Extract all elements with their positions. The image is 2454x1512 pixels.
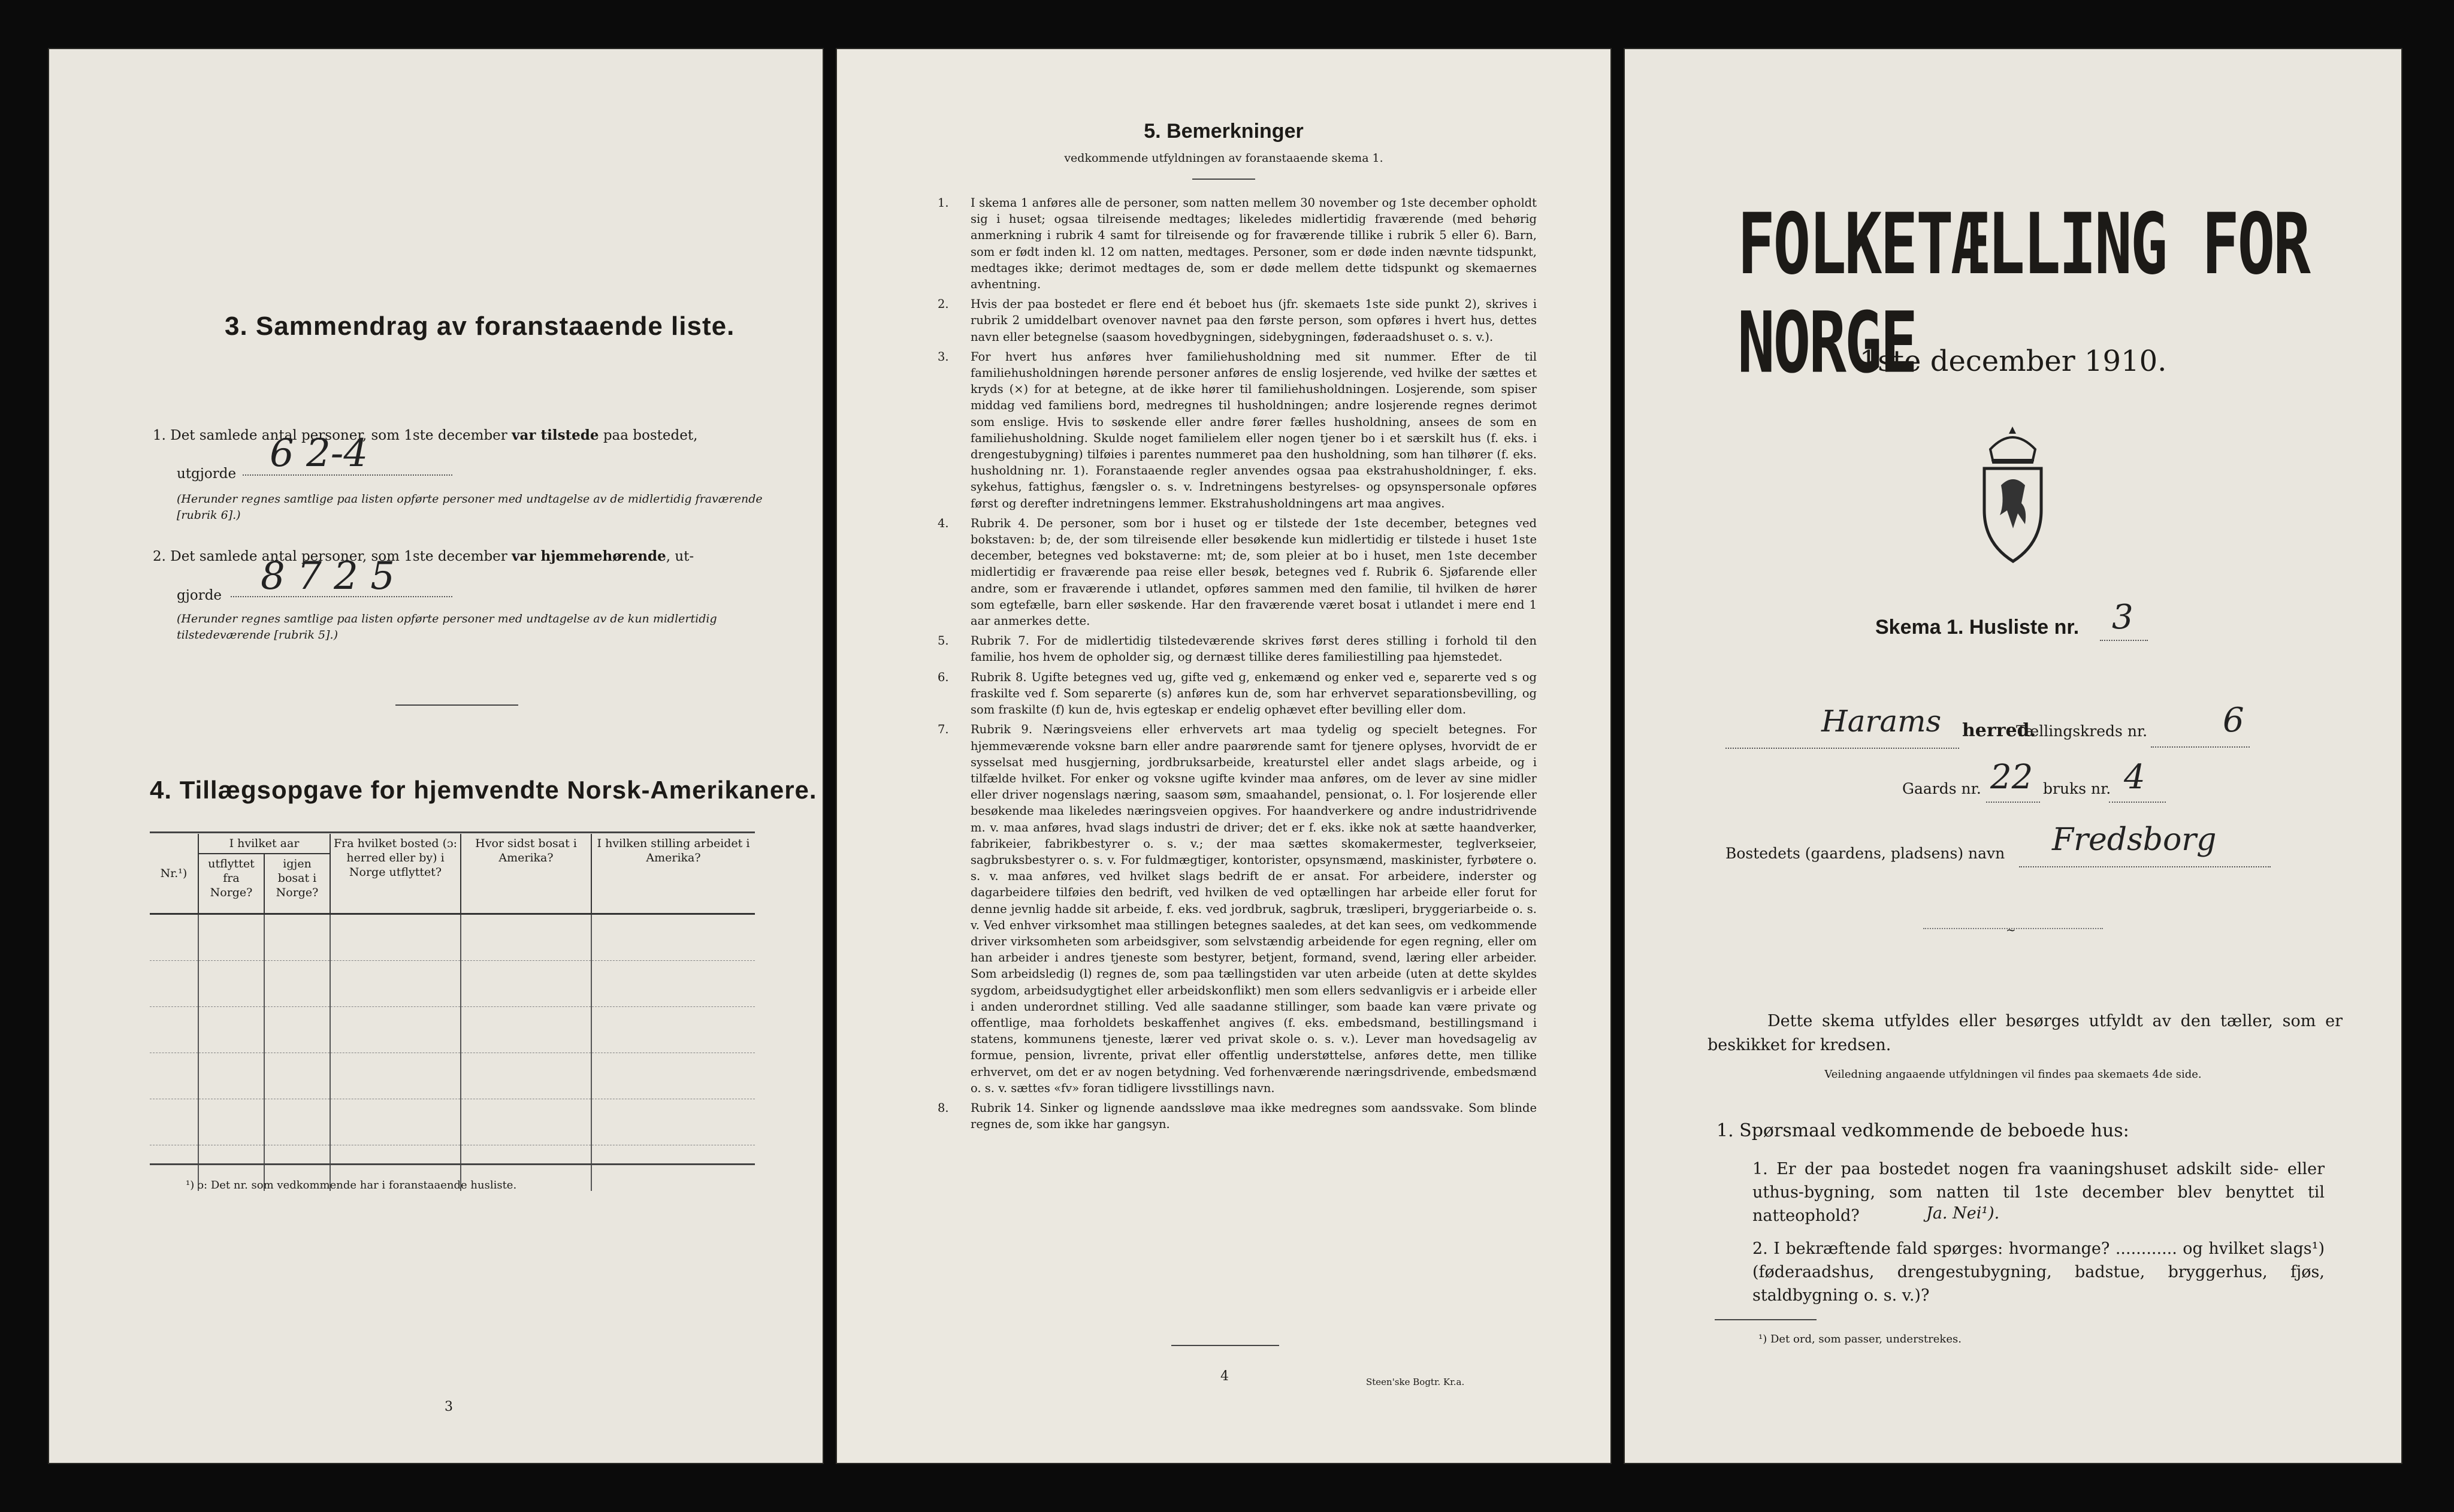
question-heading: 1. Spørsmaal vedkommende de beboede hus: xyxy=(1716,1120,2129,1141)
kreds-dotted xyxy=(2151,746,2250,748)
remark-3: 3. For hvert hus anføres hver familiehusholdning med sit nummer. Efter de til familiehusholdningen hørende personer anføres de enslig losjerende, ved hvilke der sættes et kryds (×) for at betegne, at de ikke hører til familiehusholdningen. Losjerende, som spiser middag ved familiens bord, medregnes til husholdningen; andre losjerende regnes derimot som enslige. Hvis to søskende eller andre fører fælles husholdning, ansees de som en familiehusholdning. Skulde noget familielem eller nogen tjener bo i et særskilt hus (f. eks. i drengestubygning) tilføies i parentes nummeret paa den husholdning, som han tilhører (f. eks. husholdning nr. 1). Foranstaaende regler anvendes ogsaa paa ekstrahusholdninger, f. eks. sykehus, fattighus, fængsler o. s. v. Indretningens bestyrelses- og opsynspersonale opføres først og derefter indretningens lemmer. Ekstrahusholdningens art maa angives. xyxy=(938,349,1537,510)
item1-note: (Herunder regnes samtlige paa listen opførte personer med undtagelse av de midlertidig fraværende [rubrik 6].) xyxy=(177,492,763,522)
col-nr-header: Nr.¹) xyxy=(150,834,198,914)
col-amerika-header: Hvor sidst bosat i Amerika? xyxy=(461,834,591,914)
remarks-subtitle: vedkommende utfyldningen av foranstaaende skema 1. xyxy=(1064,152,1383,165)
intro-note: Veiledning angaaende utfyldningen vil findes paa skemaets 4de side. xyxy=(1824,1068,2202,1081)
col-igjen-header: igjen bosat i Norge? xyxy=(264,854,330,914)
kreds-value: 6 xyxy=(2223,701,2244,740)
table-row xyxy=(150,914,755,960)
remark-6: 6. Rubrik 8. Ugifte betegnes ved ug, gifte ved g, enkemænd og enker ved e, separerte ved s og fraskilte ved f. Som separerte (s) anføres kun de, som har erhvervet separationsbevilling, og som fraskilte (f) kun de, hvis egteskap er endelig ophævet efter bevilling eller dom. xyxy=(938,670,1537,717)
remark-8: 8. Rubrik 14. Sinker og lignende aandssløve maa ikke medregnes som aandssvake. Som blinde regnes de, som ikke har gangsyn. xyxy=(938,1100,1537,1132)
item2-note: (Herunder regnes samtlige paa listen opførte personer med undtagelse av de kun midlertidig tilstedeværende [rubrik 5].) xyxy=(177,612,717,642)
col-stilling-header: I hvilken stilling arbeidet i Amerika? xyxy=(591,834,755,914)
remark-5: 5. Rubrik 7. For de midlertidig tilstedeværende skrives først deres stilling i forhold til den familie, hos hvem de opholder sig, og dernæst tillike deres familiestilling paa hjemstedet. xyxy=(938,634,1537,664)
table-bottom-rule xyxy=(150,1163,755,1165)
bruks-label: bruks nr. xyxy=(2043,780,2111,797)
table-row xyxy=(150,960,755,1006)
schema-label: Skema 1. Husliste nr. xyxy=(1875,616,2080,639)
printer-imprint: Steen'ske Bogtr. Kr.a. xyxy=(1366,1377,1465,1387)
bosted-dotted xyxy=(2019,866,2271,867)
right-footnote: ¹) Det ord, som passer, understrekes. xyxy=(1758,1333,1962,1345)
ornament-divider: ~ xyxy=(1923,923,2103,935)
right-page xyxy=(1624,48,2402,1464)
item2-utgjorde-label: gjorde xyxy=(177,588,222,603)
herred-label: herred. xyxy=(1962,720,2036,741)
summary-item-1: 1. Det samlede antal personer, som 1ste december var tilstede paa bostedet, xyxy=(153,427,698,443)
herred-value: Harams xyxy=(1821,704,1942,739)
title-rule xyxy=(1192,179,1255,180)
col-utflyttet-header: utflyttet fra Norge? xyxy=(198,854,264,914)
herred-dotted xyxy=(1725,748,1959,749)
gaards-dotted xyxy=(1986,802,2040,803)
section3-title: 3. Sammendrag av foranstaaende liste. xyxy=(225,312,735,341)
section4-title: 4. Tillægsopgave for hjemvendte Norsk-Amerikanere. xyxy=(150,776,817,804)
norsk-amerikanere-table xyxy=(150,834,755,1191)
bosted-label: Bostedets (gaardens, pladsens) navn xyxy=(1725,845,2005,862)
census-title: FOLKETÆLLING FOR NORGE xyxy=(1737,195,2309,392)
intro-text: Dette skema utfyldes eller besørges utfyldt av den tæller, som er beskikket for kredsen. xyxy=(1707,1012,2343,1054)
remarks-title: 5. Bemerkninger xyxy=(1144,120,1304,143)
census-date: 1ste december 1910. xyxy=(1859,344,2167,378)
bruks-dotted xyxy=(2109,802,2166,803)
page-number: 4 xyxy=(1220,1369,1229,1384)
separator-rule xyxy=(395,704,518,706)
kreds-label: Tællingskreds nr. xyxy=(2016,722,2148,740)
left-page xyxy=(48,48,824,1464)
table-footnote: ¹) ɔ: Det nr. som vedkommende har i foranstaaende husliste. xyxy=(186,1179,517,1192)
remarks-list xyxy=(938,195,1537,1136)
remark-1: 1. I skema 1 anføres alle de personer, som natten mellem 30 november og 1ste december opholdt sig i huset; ogsaa tilreisende medtages; likeledes midlertidig fraværende (med behørig anmerkning i rubrik 4 samt for tilreisende og for fraværende tillike i rubrik 5 eller 6). Barn, som er født inden kl. 12 om natten, medtages. Personer, som er døde inden nævnte tidspunkt, medtages ikke; derimot medtages de, som er døde mellem dette tidspunkt og skemaernes avhentning. xyxy=(938,196,1537,292)
husliste-dotted xyxy=(2100,640,2148,641)
table-row xyxy=(150,1099,755,1145)
summary-item-2: 2. Det samlede antal personer, som 1ste december var hjemmehørende, ut- xyxy=(153,548,694,564)
bosted-value: Fredsborg xyxy=(2052,822,2217,858)
bottom-rule xyxy=(1171,1345,1279,1346)
question-1: 1. Er der paa bostedet nogen fra vaaningshuset adskilt side- eller uthus-bygning, som natten til 1ste december blev benyttet til natteophold? xyxy=(1752,1160,2325,1225)
remark-4: 4. Rubrik 4. De personer, som bor i huset og er tilstede der 1ste december, betegnes ved bokstaven: b; de, der som tilreisende eller besøkende kun midlertidig er tilstede i huset 1ste december, betegnes ved bokstaverne: mt; de, som pleier at bo i huset, men 1ste december midlertidig er fraværende paa reise eller besøk, betegnes ved f. Rubrik 6. Sjøfarende eller andre, som er fraværende i utlandet, opføres sammen med den familie, til hvilken de hører som egtefælle, barn eller søskende. Har den fraværende været bosat i utlandet i mere end 1 aar anmerkes dette. xyxy=(938,516,1537,628)
item1-handwritten-value: 6 2-4 xyxy=(270,431,368,476)
norway-coat-of-arms-icon xyxy=(1972,425,2053,563)
bruks-value: 4 xyxy=(2124,758,2145,797)
husliste-nr-value: 3 xyxy=(2112,598,2133,637)
table-row xyxy=(150,1053,755,1099)
remark-7: 7. Rubrik 9. Næringsveiens eller erhvervets art maa tydelig og specielt betegnes. For hjemmeværende voksne barn eller andre paarørende samt for tjenere oplyses, hvorvidt de er sysselsat med husgjerning, jordbruksarbeide, kreaturstel eller andet slags arbeide, og i tilfælde hvilket. For enker og voksne ugifte kvinder maa anføres, om de lever av sine midler eller driver nogenslags næring, saasom søm, smaahandel, pensionat, o. l. For losjerende eller besøkende maa likeledes næringsveien opgives. For haandverkere og andre industridrivende m. v. maa anføres, hvad slags industri de driver; det er f. eks. ikke nok at sætte haandverker, fabrikeier, fabrikbestyrer o. s. v.; der maa sættes skomakermester, teglverkseier, sagbruksbestyrer o. s. v. For fuldmægtiger, kontorister, opsynsmænd, maskinister, fyrbøtere o. s. v. maa anføres, ved hvilket slags bedrift de er ansat. For arbeidere, inderster og dagarbeidere tilføies den bedrift, ved hvilken de ved optællingen har arbeide eller forut for denne jevnlig hadde sit arbeide, f. eks. ved jordbruk, sagbruk, træsliperi, bryggeriarbeide o. s. v. Ved enhver virksomhet maa stillingen betegnes saaledes, at det kan sees, om vedkommende driver virksomheten som arbeidsgiver, som selvstændig arbeidende for egen regning, eller om han arbeider i andres tjeneste som bestyrer, betjent, formand, svend, læring eller arbeider. Som arbeidsledig (l) regnes de, som paa tællingstiden var uten arbeide (uten at dette skyldes sygdom, arbeidsudygtighet eller arbeidskonflikt) men som ellers sedvanligvis er i arbeide eller i anden underordnet stilling. Ved alle saadanne stillinger, som baade kan være private og offentlige, maa forholdets beskaffenhet angives (f. eks. embedsmand, bestillingsmand i statens, kommunens tjeneste, lærer ved privat skole o. s. v.). Lever man hovedsagelig av formue, pension, livrente, privat eller offentlig understøttelse, anføres dette, men tillike erhvervet, om det er av nogen betydning. Ved forhenværende næringsdrivende, embedsmænd o. s. v. sættes «fv» foran tidligere livsstillings navn. xyxy=(938,722,1537,1095)
question-1-answer: Ja. Nei¹). xyxy=(1926,1204,2000,1223)
item1-utgjorde-label: utgjorde xyxy=(177,466,237,482)
remark-2: 2. Hvis der paa bostedet er flere end ét beboet hus (jfr. skemaets 1ste side punkt 2), skrives i rubrik 2 umiddelbart ovenover navnet paa den første person, som opføres i hvert hus, dettes navn eller betegnelse (saasom hovedbygningen, sidebygningen, føderaadshuset o. s. v.). xyxy=(938,297,1537,344)
middle-page xyxy=(836,48,1612,1464)
col-bosted-header: Fra hvilket bosted (ɔ: herred eller by) i Norge utflyttet? xyxy=(330,834,461,914)
gaards-label: Gaards nr. xyxy=(1902,780,1981,797)
question-2: 2. I bekræftende fald spørges: hvormange? ............ og hvilket slags¹) (føderaadshus, drengestubygning, badstue, bryggerhus, fjøs, staldbygning o. s. v.)? xyxy=(1752,1239,2325,1305)
gaards-value: 22 xyxy=(1990,758,2033,797)
table-top-rule xyxy=(150,831,755,833)
footnote-rule xyxy=(1715,1319,1817,1320)
table-row xyxy=(150,1006,755,1053)
page-number: 3 xyxy=(445,1399,453,1414)
item2-handwritten-value: 8 7 2 5 xyxy=(261,554,395,598)
col-group-header: I hvilket aar xyxy=(198,834,330,854)
